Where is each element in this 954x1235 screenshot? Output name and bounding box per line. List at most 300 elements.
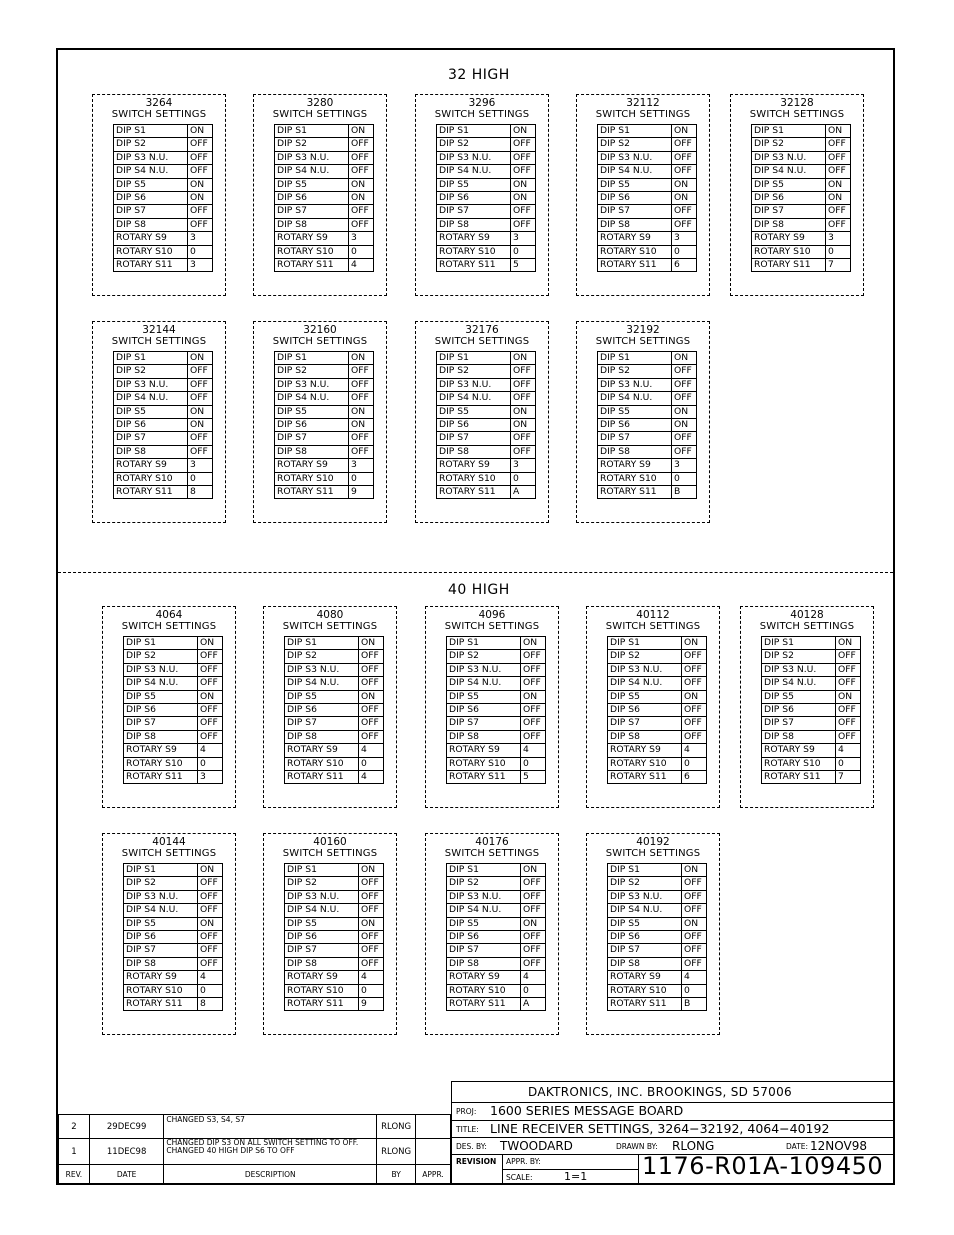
switch-value: OFF <box>349 392 374 405</box>
switch-row <box>437 205 536 218</box>
switch-value: 4 <box>198 971 223 984</box>
switch-value: 0 <box>836 757 861 770</box>
switch-panel-3280 <box>253 94 387 296</box>
switch-settings-table <box>761 636 861 784</box>
switch-value: ON <box>672 419 697 432</box>
switch-label: ROTARY S9 <box>124 744 198 757</box>
switch-value: OFF <box>672 445 697 458</box>
switch-row <box>752 205 851 218</box>
switch-row <box>598 205 697 218</box>
switch-row <box>598 378 697 391</box>
switch-row <box>114 259 213 272</box>
switch-row <box>114 472 213 485</box>
switch-label: ROTARY S10 <box>124 757 198 770</box>
panel-title: 32128 <box>780 97 814 109</box>
switch-value: OFF <box>826 151 851 164</box>
switch-row <box>437 365 536 378</box>
switch-row <box>608 971 707 984</box>
switch-value: OFF <box>198 663 223 676</box>
switch-value: ON <box>521 917 546 930</box>
switch-row <box>275 459 374 472</box>
switch-label: DIP S6 <box>608 704 682 717</box>
switch-row <box>752 218 851 231</box>
switch-row <box>285 957 384 970</box>
switch-value: OFF <box>198 931 223 944</box>
switch-label: ROTARY S11 <box>275 259 349 272</box>
switch-row <box>275 151 374 164</box>
switch-value: OFF <box>682 931 707 944</box>
switch-label: DIP S8 <box>447 957 521 970</box>
switch-label: DIP S6 <box>285 704 359 717</box>
switch-value: OFF <box>511 392 536 405</box>
switch-label: DIP S8 <box>124 730 198 743</box>
switch-panel-4064 <box>102 606 236 808</box>
project-name: 1600 SERIES MESSAGE BOARD <box>490 1103 684 1118</box>
approved-by-label: APPR. BY: <box>506 1157 541 1166</box>
revision-number: 2 <box>59 1115 90 1139</box>
switch-label: DIP S5 <box>124 690 198 703</box>
switch-value: ON <box>349 405 374 418</box>
by-header: BY <box>377 1165 416 1185</box>
switch-label: DIP S8 <box>124 957 198 970</box>
switch-value: OFF <box>521 957 546 970</box>
switch-value: ON <box>359 864 384 877</box>
switch-row <box>114 245 213 258</box>
revision-date: 29DEC99 <box>89 1115 164 1139</box>
switch-row <box>275 472 374 485</box>
switch-label: ROTARY S10 <box>124 984 198 997</box>
switch-label: DIP S3 N.U. <box>285 663 359 676</box>
panel-title: 32192 <box>626 324 660 336</box>
switch-value: OFF <box>349 138 374 151</box>
switch-label: DIP S7 <box>608 944 682 957</box>
switch-settings-table <box>436 124 536 272</box>
switch-row <box>608 744 707 757</box>
switch-value: 0 <box>349 472 374 485</box>
switch-value: ON <box>349 192 374 205</box>
switch-value: OFF <box>521 704 546 717</box>
switch-row <box>124 931 223 944</box>
switch-label: DIP S5 <box>114 405 188 418</box>
switch-label: ROTARY S10 <box>447 984 521 997</box>
switch-label: DIP S5 <box>275 178 349 191</box>
switch-row <box>114 218 213 231</box>
switch-value: OFF <box>188 205 213 218</box>
switch-value: B <box>682 998 707 1011</box>
switch-value: ON <box>682 864 707 877</box>
switch-label: ROTARY S9 <box>598 459 672 472</box>
switch-label: DIP S1 <box>275 352 349 365</box>
switch-label: DIP S6 <box>752 192 826 205</box>
switch-value: OFF <box>359 877 384 890</box>
switch-value: ON <box>511 405 536 418</box>
switch-value: ON <box>836 637 861 650</box>
switch-row <box>598 419 697 432</box>
switch-value: ON <box>682 637 707 650</box>
switch-label: ROTARY S10 <box>437 245 511 258</box>
switch-label: DIP S3 N.U. <box>447 663 521 676</box>
switch-label: DIP S4 N.U. <box>275 392 349 405</box>
switch-value: 0 <box>521 757 546 770</box>
switch-label: DIP S3 N.U. <box>285 890 359 903</box>
switch-value: ON <box>511 125 536 138</box>
switch-value: OFF <box>198 957 223 970</box>
switch-label: DIP S6 <box>285 931 359 944</box>
switch-row <box>447 690 546 703</box>
switch-settings-table <box>751 124 851 272</box>
switch-value: 9 <box>359 998 384 1011</box>
switch-label: ROTARY S11 <box>114 486 188 499</box>
switch-label: ROTARY S11 <box>275 486 349 499</box>
switch-label: DIP S5 <box>447 917 521 930</box>
switch-value: OFF <box>826 165 851 178</box>
switch-label: DIP S4 N.U. <box>598 392 672 405</box>
revision-by: RLONG <box>377 1115 416 1139</box>
switch-settings-table <box>113 351 213 499</box>
switch-row <box>124 984 223 997</box>
switch-label: ROTARY S9 <box>114 459 188 472</box>
switch-row <box>762 663 861 676</box>
switch-label: DIP S6 <box>437 419 511 432</box>
revision-approval <box>416 1115 451 1139</box>
switch-row <box>608 717 707 730</box>
switch-label: DIP S7 <box>124 717 198 730</box>
switch-row <box>447 931 546 944</box>
switch-value: OFF <box>349 378 374 391</box>
switch-row <box>447 998 546 1011</box>
switch-row <box>285 704 384 717</box>
switch-row <box>447 744 546 757</box>
switch-label: DIP S1 <box>124 864 198 877</box>
switch-settings-table <box>597 124 697 272</box>
switch-row <box>598 151 697 164</box>
switch-value: 6 <box>672 259 697 272</box>
switch-row <box>114 445 213 458</box>
switch-value: ON <box>826 125 851 138</box>
switch-label: DIP S3 N.U. <box>608 890 682 903</box>
switch-row <box>285 971 384 984</box>
switch-label: DIP S3 N.U. <box>275 151 349 164</box>
switch-label: DIP S8 <box>608 957 682 970</box>
switch-row <box>114 352 213 365</box>
switch-value: ON <box>521 690 546 703</box>
switch-row <box>447 944 546 957</box>
switch-row <box>114 432 213 445</box>
revision-by: RLONG <box>377 1139 416 1165</box>
switch-value: OFF <box>511 218 536 231</box>
switch-value: 0 <box>521 984 546 997</box>
switch-row <box>124 730 223 743</box>
switch-label: DIP S8 <box>598 445 672 458</box>
switch-panel-32112 <box>576 94 710 296</box>
switch-label: DIP S7 <box>598 205 672 218</box>
switch-label: DIP S5 <box>114 178 188 191</box>
switch-label: DIP S2 <box>285 650 359 663</box>
switch-label: DIP S4 N.U. <box>437 392 511 405</box>
switch-label: DIP S4 N.U. <box>598 165 672 178</box>
switch-label: DIP S5 <box>752 178 826 191</box>
switch-label: ROTARY S11 <box>598 259 672 272</box>
switch-row <box>275 365 374 378</box>
switch-value: ON <box>682 917 707 930</box>
switch-value: 3 <box>349 459 374 472</box>
switch-row <box>124 637 223 650</box>
switch-value: 3 <box>188 259 213 272</box>
switch-value: 5 <box>511 259 536 272</box>
switch-row <box>447 757 546 770</box>
panel-title: 3264 <box>145 97 173 109</box>
switch-label: ROTARY S10 <box>275 245 349 258</box>
switch-value: ON <box>349 125 374 138</box>
switch-row <box>124 690 223 703</box>
switch-label: DIP S8 <box>447 730 521 743</box>
switch-label: DIP S2 <box>437 138 511 151</box>
switch-row <box>124 904 223 917</box>
switch-label: DIP S3 N.U. <box>752 151 826 164</box>
switch-row <box>608 904 707 917</box>
switch-value: ON <box>826 192 851 205</box>
switch-label: DIP S1 <box>752 125 826 138</box>
switch-label: DIP S8 <box>285 957 359 970</box>
switch-row <box>447 984 546 997</box>
switch-row <box>437 125 536 138</box>
switch-value: 4 <box>682 971 707 984</box>
drawing-number: 1176-R01A-109450 <box>642 1152 884 1180</box>
switch-row <box>608 890 707 903</box>
switch-panel-40192 <box>586 833 720 1035</box>
switch-label: DIP S3 N.U. <box>114 378 188 391</box>
panel-subtitle: SWITCH SETTINGS <box>434 336 530 347</box>
switch-row <box>275 445 374 458</box>
panel-subtitle: SWITCH SETTINGS <box>111 109 207 120</box>
switch-value: ON <box>672 192 697 205</box>
switch-row <box>752 125 851 138</box>
switch-value: OFF <box>188 151 213 164</box>
switch-value: 3 <box>511 459 536 472</box>
switch-row <box>275 259 374 272</box>
switch-label: ROTARY S9 <box>752 232 826 245</box>
switch-label: DIP S2 <box>598 138 672 151</box>
switch-value: OFF <box>349 432 374 445</box>
switch-row <box>598 192 697 205</box>
revision-description: CHANGED S3, S4, S7 <box>164 1115 377 1139</box>
switch-value: OFF <box>511 445 536 458</box>
switch-row <box>124 744 223 757</box>
switch-row <box>598 165 697 178</box>
panel-title: 40128 <box>790 609 824 621</box>
panel-subtitle: SWITCH SETTINGS <box>282 848 378 859</box>
switch-row <box>437 151 536 164</box>
switch-row <box>437 165 536 178</box>
switch-label: DIP S5 <box>598 178 672 191</box>
switch-label: ROTARY S9 <box>275 232 349 245</box>
switch-label: DIP S8 <box>752 218 826 231</box>
switch-label: DIP S5 <box>285 917 359 930</box>
switch-value: OFF <box>682 904 707 917</box>
switch-row <box>114 178 213 191</box>
switch-label: DIP S2 <box>275 365 349 378</box>
switch-label: DIP S6 <box>762 704 836 717</box>
drawn-by-name: RLONG <box>672 1139 715 1153</box>
switch-label: DIP S3 N.U. <box>437 151 511 164</box>
switch-row <box>608 690 707 703</box>
switch-value: 4 <box>349 259 374 272</box>
switch-label: DIP S1 <box>124 637 198 650</box>
switch-row <box>114 165 213 178</box>
switch-label: DIP S5 <box>124 917 198 930</box>
switch-value: OFF <box>188 165 213 178</box>
switch-panel-32160 <box>253 321 387 523</box>
switch-row <box>285 984 384 997</box>
panel-title: 40144 <box>152 836 186 848</box>
section-divider <box>58 572 893 573</box>
switch-label: DIP S5 <box>437 178 511 191</box>
switch-row <box>598 432 697 445</box>
switch-value: OFF <box>682 877 707 890</box>
panel-subtitle: SWITCH SETTINGS <box>595 336 691 347</box>
switch-value: 3 <box>672 459 697 472</box>
switch-settings-table <box>284 863 384 1011</box>
switch-value: ON <box>349 352 374 365</box>
company-name: DAKTRONICS, INC. BROOKINGS, SD 57006 <box>528 1085 792 1099</box>
switch-row <box>608 677 707 690</box>
switch-value: OFF <box>198 677 223 690</box>
switch-label: DIP S8 <box>114 445 188 458</box>
switch-row <box>124 944 223 957</box>
panel-subtitle: SWITCH SETTINGS <box>605 621 701 632</box>
switch-row <box>124 717 223 730</box>
panel-subtitle: SWITCH SETTINGS <box>444 621 540 632</box>
switch-label: DIP S8 <box>275 218 349 231</box>
switch-label: DIP S6 <box>114 192 188 205</box>
switch-value: OFF <box>349 165 374 178</box>
switch-label: DIP S7 <box>114 432 188 445</box>
switch-row <box>124 677 223 690</box>
switch-label: DIP S6 <box>114 419 188 432</box>
switch-row <box>598 445 697 458</box>
switch-row <box>114 419 213 432</box>
switch-value: OFF <box>521 717 546 730</box>
switch-row <box>124 957 223 970</box>
panel-subtitle: SWITCH SETTINGS <box>272 109 368 120</box>
switch-label: DIP S7 <box>285 944 359 957</box>
switch-label: DIP S1 <box>598 125 672 138</box>
switch-value: OFF <box>198 650 223 663</box>
switch-value: ON <box>198 690 223 703</box>
switch-label: ROTARY S11 <box>608 771 682 784</box>
title-block <box>451 1081 895 1185</box>
switch-value: 7 <box>826 259 851 272</box>
switch-value: ON <box>359 917 384 930</box>
switch-row <box>598 138 697 151</box>
switch-value: 0 <box>682 984 707 997</box>
switch-row <box>124 890 223 903</box>
switch-label: ROTARY S9 <box>608 744 682 757</box>
switch-panel-3296 <box>415 94 549 296</box>
switch-row <box>285 730 384 743</box>
switch-row <box>447 730 546 743</box>
switch-row <box>608 957 707 970</box>
switch-value: 3 <box>188 459 213 472</box>
panel-subtitle: SWITCH SETTINGS <box>434 109 530 120</box>
switch-label: DIP S2 <box>437 365 511 378</box>
switch-row <box>437 405 536 418</box>
switch-value: OFF <box>511 138 536 151</box>
switch-row <box>752 232 851 245</box>
switch-value: OFF <box>359 904 384 917</box>
switch-row <box>447 917 546 930</box>
switch-value: 4 <box>359 771 384 784</box>
panel-subtitle: SWITCH SETTINGS <box>121 621 217 632</box>
switch-value: ON <box>521 637 546 650</box>
switch-label: DIP S8 <box>608 730 682 743</box>
switch-value: 4 <box>836 744 861 757</box>
switch-row <box>598 459 697 472</box>
revision-approval <box>416 1139 451 1165</box>
switch-row <box>447 717 546 730</box>
switch-label: DIP S8 <box>114 218 188 231</box>
panel-subtitle: SWITCH SETTINGS <box>282 621 378 632</box>
switch-value: ON <box>349 419 374 432</box>
switch-label: DIP S7 <box>752 205 826 218</box>
switch-settings-table <box>597 351 697 499</box>
switch-value: OFF <box>682 957 707 970</box>
switch-label: DIP S1 <box>114 125 188 138</box>
panel-title: 32144 <box>142 324 176 336</box>
switch-value: 4 <box>682 744 707 757</box>
switch-row <box>437 259 536 272</box>
switch-row <box>762 757 861 770</box>
switch-row <box>275 432 374 445</box>
switch-label: DIP S2 <box>124 877 198 890</box>
switch-label: DIP S3 N.U. <box>124 663 198 676</box>
switch-label: ROTARY S10 <box>752 245 826 258</box>
revision-block <box>58 1110 451 1185</box>
switch-value: OFF <box>521 944 546 957</box>
switch-value: OFF <box>682 704 707 717</box>
switch-value: OFF <box>359 650 384 663</box>
switch-label: ROTARY S11 <box>447 771 521 784</box>
switch-row <box>114 125 213 138</box>
switch-settings-table <box>446 863 546 1011</box>
switch-row <box>437 218 536 231</box>
switch-label: DIP S5 <box>762 690 836 703</box>
switch-value: A <box>511 486 536 499</box>
panel-title: 3280 <box>306 97 334 109</box>
panel-subtitle: SWITCH SETTINGS <box>605 848 701 859</box>
switch-label: ROTARY S9 <box>437 232 511 245</box>
switch-label: DIP S2 <box>608 877 682 890</box>
switch-row <box>762 730 861 743</box>
switch-label: DIP S4 N.U. <box>285 677 359 690</box>
section-title-32-high: 32 HIGH <box>448 67 510 83</box>
switch-value: 7 <box>836 771 861 784</box>
switch-row <box>608 917 707 930</box>
switch-label: DIP S1 <box>437 125 511 138</box>
switch-value: 0 <box>359 984 384 997</box>
switch-label: DIP S6 <box>608 931 682 944</box>
switch-row <box>608 704 707 717</box>
switch-row <box>437 245 536 258</box>
switch-row <box>114 486 213 499</box>
switch-label: ROTARY S9 <box>285 744 359 757</box>
switch-value: OFF <box>511 378 536 391</box>
switch-value: OFF <box>682 730 707 743</box>
switch-label: DIP S5 <box>608 917 682 930</box>
switch-label: ROTARY S10 <box>114 245 188 258</box>
switch-label: DIP S6 <box>275 419 349 432</box>
switch-value: OFF <box>672 432 697 445</box>
